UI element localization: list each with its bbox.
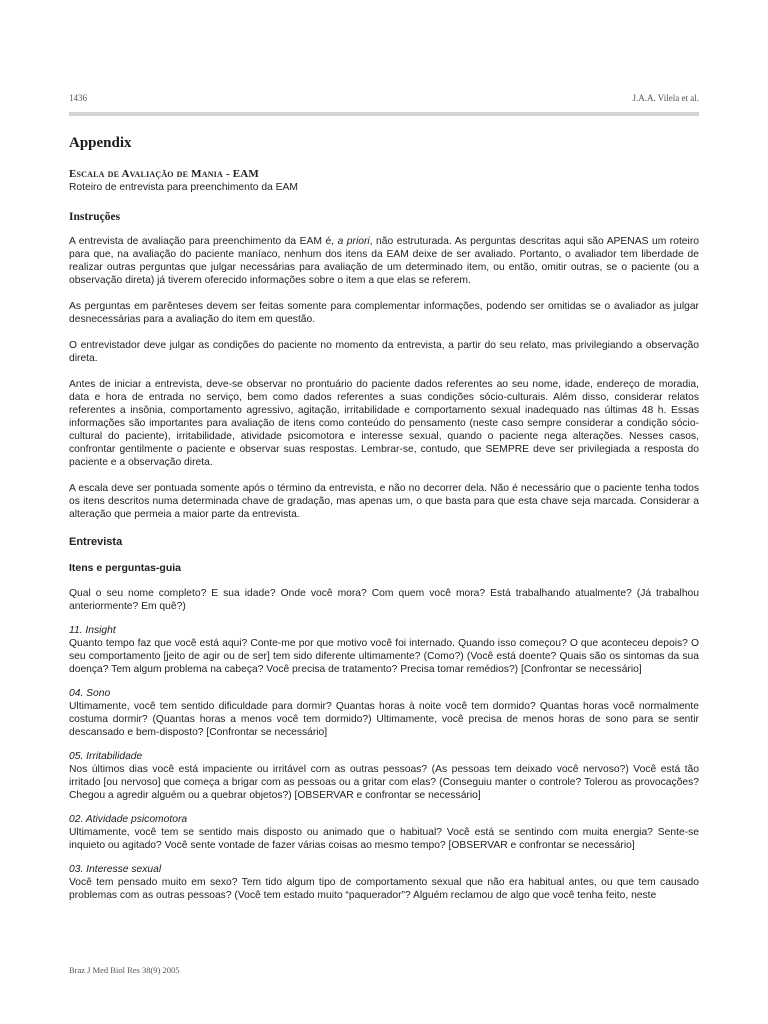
- scale-title: Escala de Avaliação de Mania - EAM: [69, 168, 259, 180]
- item-text-sono: Ultimamente, você tem sentido dificuldade para dormir? Quantas horas à noite você tem dormido? Quantas horas você normalmente costuma dormir? (Quantas horas a menos você tem dormido?) Ultimamente, você precisa de menos horas de sono para se sentir descansado e bem-disposto? [Confrontar se necessário]: [69, 701, 699, 738]
- item-title-interesse-sexual: 03. Interesse sexual: [69, 864, 162, 875]
- p1-italic-term: a priori: [337, 236, 370, 247]
- instrucoes-paragraph-1: [69, 235, 699, 287]
- instrucoes-paragraph-2: As perguntas em parênteses devem ser feitas somente para complementar informações, podendo ser omitidas se o avaliador as julgar desnecessárias para a avaliação do item em questão.: [69, 301, 699, 325]
- p1-text-start: A entrevista de avaliação para preenchimento da EAM é,: [69, 236, 338, 247]
- appendix-heading: Appendix: [69, 135, 132, 151]
- item-text-atividade-psicomotora: Ultimamente, você tem se sentido mais disposto ou animado que o habitual? Você está se sentindo com muita energia? Sente-se inquieto ou agitado? Você sente vontade de fazer várias coisas ao mesmo tempo? [OBSERVAR e confrontar se necessário]: [69, 827, 699, 851]
- entrevista-heading: Entrevista: [69, 536, 123, 548]
- instrucoes-heading: Instruções: [69, 211, 121, 223]
- instrucoes-paragraph-4: Antes de iniciar a entrevista, deve-se observar no prontuário do paciente dados referentes ao seu nome, idade, endereço de moradia, data e hora de entrada no serviço, bem como dados referentes a suas condições sócio-culturais. Além disso, considerar relatos referentes a insônia, comportamento agressivo, agitação, irritabilidade e comportamento sexual inadequado nas últimas 48 h. Essas informações são importantes para avaliação de itens como conteúdo do pensamento (neste caso sempre considerar a condição sócio-cultural do paciente), irritabilidade, atividade psicomotora e interesse sexual, quando o paciente nega alterações. Nesses casos, confrontar gentilmente o paciente e observar suas respostas. Lembrar-se, contudo, que SEMPRE deve ser privilegiada a resposta do paciente e a observação direta.: [69, 379, 699, 468]
- item-title-insight: 11. Insight: [69, 625, 116, 636]
- header-rule: [69, 112, 699, 116]
- item-text-interesse-sexual: Você tem pensado muito em sexo? Tem tido algum tipo de comportamento sexual que não era habitual antes, ou que tem causado problemas com as outras pessoas? (Você tem estado muito “paquerador”? Alguém reclamou de algo que você tenha feito, neste: [69, 877, 699, 901]
- intro-questions: Qual o seu nome completo? E sua idade? Onde você mora? Com quem você mora? Está trabalhando atualmente? (Já trabalhou anteriormente? Em quê?): [69, 588, 699, 612]
- item-title-irritabilidade: 05. Irritabilidade: [69, 751, 143, 762]
- p1-text-end: , não estruturada. As perguntas descritas aqui são APENAS um roteiro para que, na avaliação do paciente maníaco, nenhum dos itens da EAM deixe de ser avaliado. Portanto, o avaliador tem liberdade de realizar outras perguntas que julgar necessárias para avaliação de um determinado item, ou então, omitir outras, se o paciente (ou a observação direta) já tiverem oferecido informações sobre o item a que elas se referem.: [69, 236, 699, 286]
- journal-footer: Braz J Med Biol Res 38(9) 2005: [69, 965, 180, 975]
- roteiro-line: Roteiro de entrevista para preenchimento da EAM: [69, 182, 298, 193]
- instrucoes-paragraph-3: O entrevistador deve julgar as condições do paciente no momento da entrevista, a partir do seu relato, mas privilegiando a observação direta.: [69, 340, 699, 364]
- item-text-insight: Quanto tempo faz que você está aqui? Conte-me por que motivo você foi internado. Quando isso começou? O que aconteceu depois? O seu comportamento [jeito de agir ou de ser] tem sido diferente ultimamente? (Como?) (Você está doente? Quais são os sintomas da sua doença? Tem algum problema na cabeça? Você precisa de tratamento? Precisa tomar remédios?) [Confrontar se necessário]: [69, 638, 699, 675]
- item-text-irritabilidade: Nos últimos dias você está impaciente ou irritável com as outras pessoas? (As pessoas tem deixado você nervoso?) Você está tão irritado [ou nervoso] que começa a brigar com as pessoas ou a gritar com elas? (Conseguiu manter o controle? Tolerou as provocações? Chegou a agredir alguém ou a quebrar objetos?) [OBSERVAR e confrontar se necessário]: [69, 764, 699, 801]
- running-authors: J.A.A. Vilela et al.: [632, 93, 699, 103]
- instrucoes-paragraph-5: A escala deve ser pontuada somente após o término da entrevista, e não no decorrer dela. Não é necessário que o paciente tenha todos os itens descritos numa determinada chave de gradação, mas apenas um, o que basta para que esta chave seja marcada. Considerar a alteração que permeia a maior parte da entrevista.: [69, 483, 699, 520]
- article-body: [69, 133, 699, 902]
- page-number: 1436: [69, 93, 87, 103]
- item-title-atividade-psicomotora: 02. Atividade psicomotora: [69, 814, 188, 825]
- item-title-sono: 04. Sono: [69, 688, 111, 699]
- running-head: [69, 93, 699, 107]
- itens-subheading: Itens e perguntas-guia: [69, 562, 182, 574]
